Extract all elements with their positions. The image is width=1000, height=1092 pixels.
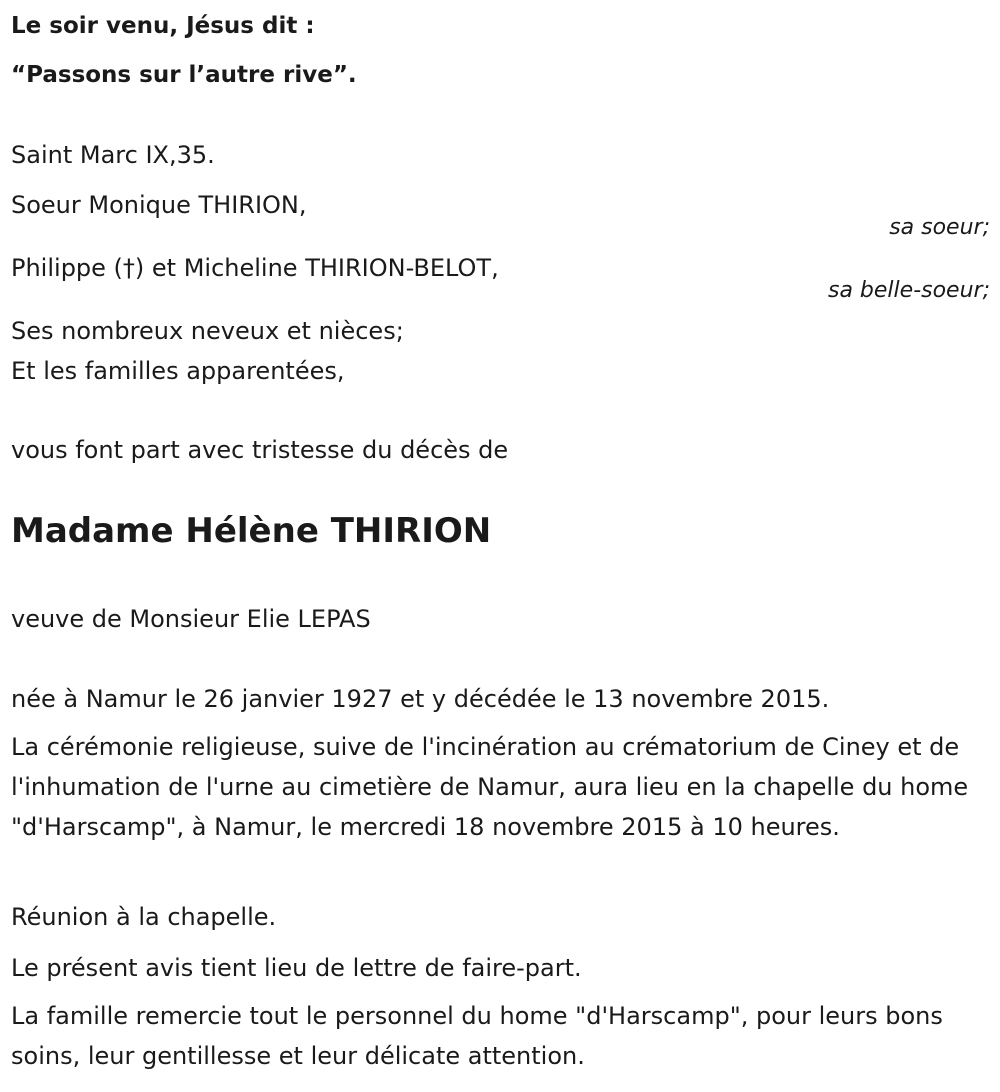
deceased-name: Madame Hélène THIRION — [11, 511, 492, 551]
scripture-reference: Saint Marc IX,35. — [11, 141, 215, 169]
relatives-line-2: Et les familles apparentées, — [11, 357, 345, 385]
epigraph-line-2: “Passons sur l’autre rive”. — [11, 62, 357, 88]
birth-death-text: née à Namur le 26 janvier 1927 et y décédée le 13 novembre 2015. — [11, 685, 830, 713]
widow-of-text: veuve de Monsieur Elie LEPAS — [11, 605, 371, 633]
epigraph-line-1: Le soir venu, Jésus dit : — [11, 13, 315, 39]
relatives-line-1: Ses nombreux neveux et nièces; — [11, 317, 404, 345]
meeting-text: Réunion à la chapelle. — [11, 903, 277, 931]
thanks-text: La famille remercie tout le personnel du home "d'Harscamp", pour leurs bons soins, leur gentillesse et leur délicate attention. — [11, 1002, 943, 1070]
notice-text: Le présent avis tient lieu de lettre de faire-part. — [11, 954, 582, 982]
announcement-text: vous font part avec tristesse du décès de — [11, 436, 509, 464]
ceremony-text: La cérémonie religieuse, suive de l'incinération au crématorium de Ciney et de l'inhumation de l'urne au cimetière de Namur, aura lieu en la chapelle du home "d'Harscamp", à Namur, le mercredi 18 novembre 2015 à 10 heures. — [11, 733, 969, 841]
family-member-relation: sa belle-soeur; — [828, 278, 990, 303]
family-member-name: Philippe (†) et Micheline THIRION-BELOT, — [11, 254, 499, 282]
family-member-name: Soeur Monique THIRION, — [11, 191, 307, 219]
family-member-relation: sa soeur; — [889, 215, 990, 240]
